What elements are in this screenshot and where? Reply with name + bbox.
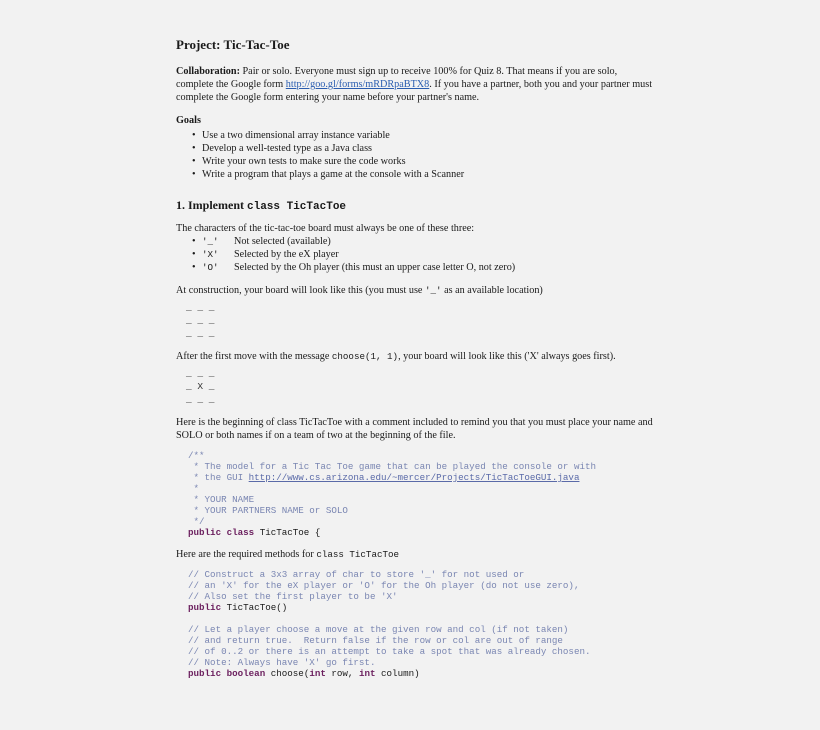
google-form-link[interactable]: http://goo.gl/forms/mRDRpaBTX8 (285, 79, 430, 90)
code-keyword: class (226, 527, 255, 538)
after-text-a: After the first move with the message (176, 351, 332, 362)
goal-item: • Use a two dimensional array instance variable (202, 129, 656, 142)
document-body (176, 38, 656, 689)
page-title: Project: Tic-Tac-Toe (176, 37, 290, 52)
construction-code: '_' (425, 285, 442, 296)
construction-text-a: At construction, your board will look like this (you must use (176, 285, 426, 296)
after-code: choose(1, 1) (331, 351, 399, 362)
char-desc: Selected by the eX player (234, 249, 339, 260)
section-1-heading (176, 199, 656, 214)
code-keyword: public (188, 527, 222, 538)
code-comment: // Let a player choose a move at the given row and col (if not taken) (188, 624, 569, 635)
code-comment: */ (188, 516, 205, 527)
initial-board: _ _ _ _ _ _ _ _ _ (186, 302, 215, 339)
construction-paragraph (176, 284, 656, 297)
char-item (202, 235, 656, 248)
code-comment: * (188, 483, 200, 494)
code-comment: // Also set the first player to be 'X' (188, 591, 398, 602)
code-comment: // Construct a 3x3 array of char to store '_' for not used or (188, 569, 525, 580)
characters-intro: The characters of the tic-tac-toe board must always be one of these three: (176, 223, 475, 234)
required-code: class TicTacToe (316, 549, 400, 560)
char-symbol: 'X' (202, 249, 219, 260)
code-comment: * The model for a Tic Tac Toe game that can be played the console or with (188, 461, 596, 472)
characters-list (176, 235, 656, 274)
code-comment: * YOUR NAME (188, 494, 255, 505)
goal-item: • Write your own tests to make sure the code works (202, 155, 656, 168)
code-keyword: public (188, 602, 222, 613)
char-desc: Selected by the Oh player (this must an upper case letter O, not zero) (234, 262, 516, 273)
collaboration-text-1: Pair or solo. Everyone must sign up to receive 100% for Quiz 8. That means if you are solo, complete the Google form (176, 66, 618, 90)
code-method: choose( (265, 668, 310, 679)
code-comment: // an 'X' for the eX player or 'O' for the Oh player (do not use zero), (188, 580, 580, 591)
code-comment (188, 472, 579, 483)
char-symbol: '_' (202, 236, 219, 247)
construction-text-b: as an available location) (441, 285, 543, 296)
code-comment: // Note: Always have 'X' go first. (188, 657, 376, 668)
code-keyword: int (358, 668, 376, 679)
code-class-decl: TicTacToe { (254, 527, 321, 538)
goal-item: • Write a program that plays a game at the console with a Scanner (202, 168, 656, 181)
section-1-number: 1. Implement (176, 198, 247, 212)
after-move-paragraph (176, 350, 656, 363)
required-methods-code (188, 569, 656, 679)
code-comment: /** (188, 450, 205, 461)
char-symbol: 'O' (202, 262, 219, 273)
required-text: Here are the required methods for (176, 549, 317, 560)
code-param: column) (375, 668, 420, 679)
section-1-class-code: class TicTacToe (247, 201, 347, 213)
beginning-paragraph: Here is the beginning of class TicTacToe with a comment included to remind you that you must place your name and SOLO or both names if on a team of two at the beginning of the file. (176, 417, 653, 441)
code-comment-text: * the GUI (188, 472, 249, 483)
class-header-code (188, 450, 656, 538)
char-desc: Not selected (available) (234, 236, 331, 247)
code-keyword: public (188, 668, 222, 679)
code-comment: // and return true. Return false if the row or col are out of range (188, 635, 563, 646)
char-item (202, 248, 656, 261)
goals-list (176, 129, 656, 181)
code-keyword: int (309, 668, 326, 679)
gui-link[interactable]: http://www.cs.arizona.edu/~mercer/Projects/TicTacToeGUI.java (248, 472, 580, 483)
code-param: row, (325, 668, 359, 679)
code-constructor: TicTacToe() (221, 602, 288, 613)
code-keyword: boolean (226, 668, 266, 679)
after-text-b: , your board will look like this ('X' always goes first). (398, 351, 616, 362)
char-item (202, 261, 656, 274)
goal-item: • Develop a well-tested type as a Java class (202, 142, 656, 155)
board-after-move: _ _ _ _ X _ _ _ _ (186, 368, 215, 405)
code-comment: // of 0..2 or there is an attempt to take a spot that was already chosen. (188, 646, 591, 657)
goals-heading: Goals (176, 115, 201, 126)
required-methods-paragraph (176, 548, 656, 561)
collaboration-label: Collaboration: (176, 66, 240, 77)
collaboration-text-2: . If you have a partner, both you and your partner must complete the Google form entering your name before your partner's name. (176, 79, 653, 103)
code-comment: * YOUR PARTNERS NAME or SOLO (188, 505, 348, 516)
collaboration-paragraph (176, 65, 656, 104)
